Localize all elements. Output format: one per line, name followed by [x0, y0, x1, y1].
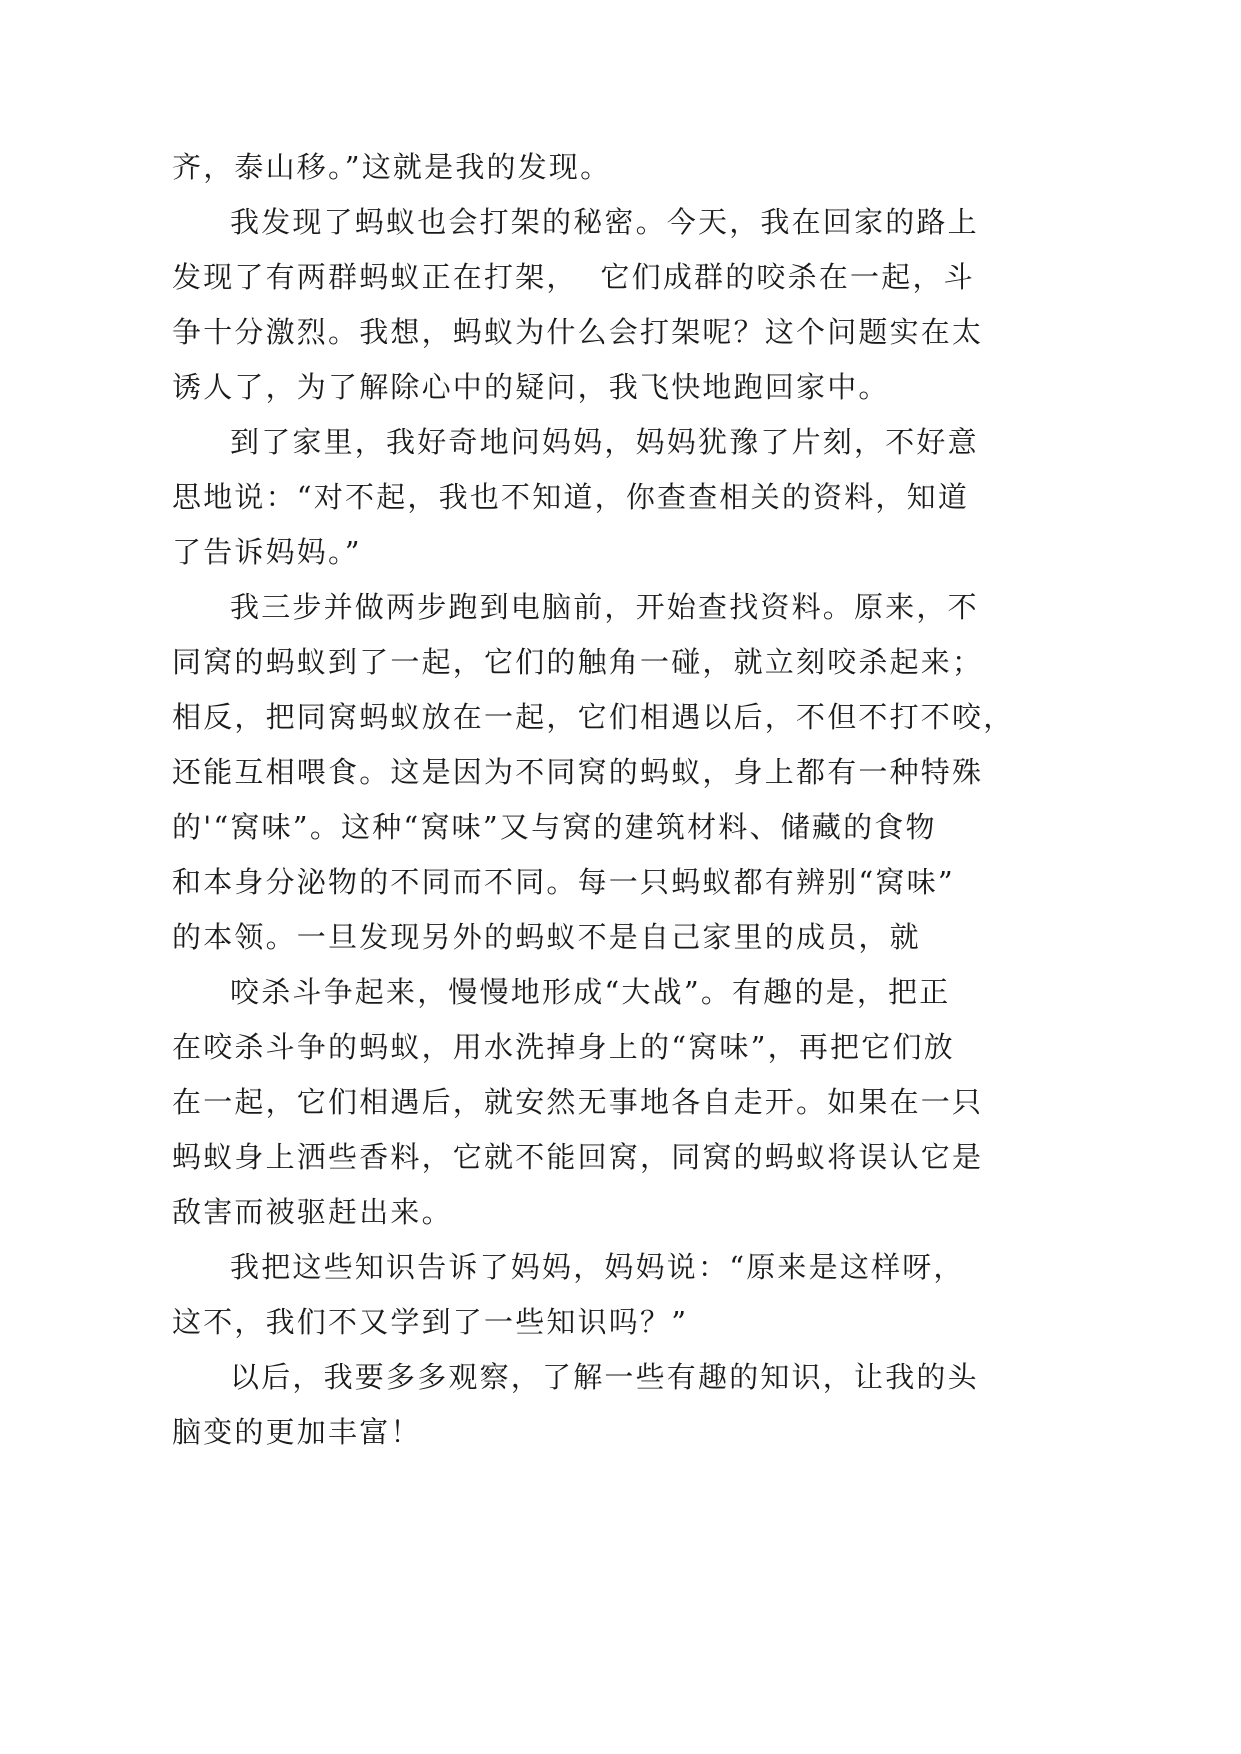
text-line: 我三步并做两步跑到电脑前，开始查找资料。原来，不 [230, 590, 979, 624]
text-line: 在一起，它们相遇后，就安然无事地各自走开。如果在一只 [172, 1085, 984, 1119]
text-line: 的本领。一旦发现另外的蚂蚁不是自己家里的成员，就 [172, 920, 921, 954]
text-line: 同窝的蚂蚁到了一起，它们的触角一碰，就立刻咬杀起来； [172, 645, 984, 679]
text-line: 这不，我们不又学到了一些知识吗？” [172, 1305, 689, 1339]
text-line: 还能互相喂食。这是因为不同窝的蚂蚁，身上都有一种特殊 [172, 755, 984, 789]
text-line: 到了家里，我好奇地问妈妈，妈妈犹豫了片刻，不好意 [230, 425, 979, 459]
text-line: 脑变的更加丰富！ [172, 1415, 422, 1449]
text-line: 在咬杀斗争的蚂蚁，用水洗掉身上的“窝味”，再把它们放 [172, 1030, 955, 1064]
essay-body [172, 140, 1015, 1460]
text-line: 的'“窝味”。这种“窝味”又与窝的建筑材料、储藏的食物 [172, 810, 937, 844]
text-line: 发现了有两群蚂蚁正在打架， 它们成群的咬杀在一起，斗 [172, 260, 975, 294]
text-line: 我把这些知识告诉了妈妈，妈妈说：“原来是这样呀， [230, 1250, 965, 1284]
text-line: 和本身分泌物的不同而不同。每一只蚂蚁都有辨别“窝味” [172, 865, 955, 899]
text-line: 蚂蚁身上洒些香料，它就不能回窝，同窝的蚂蚁将误认它是 [172, 1140, 984, 1174]
text-line: 思地说：“对不起，我也不知道，你查查相关的资料，知道 [172, 480, 970, 514]
text-line: 争十分激烈。我想，蚂蚁为什么会打架呢？这个问题实在太 [172, 315, 984, 349]
text-line: 敌害而被驱赶出来。 [172, 1195, 453, 1229]
text-line: 诱人了，为了解除心中的疑问，我飞快地跑回家中。 [172, 370, 890, 404]
text-line: 齐，泰山移。”这就是我的发现。 [172, 150, 612, 184]
text-line: 以后，我要多多观察，了解一些有趣的知识，让我的头 [230, 1360, 979, 1394]
text-line: 了告诉妈妈。” [172, 535, 362, 569]
text-line: 咬杀斗争起来，慢慢地形成“大战”。有趣的是，把正 [230, 975, 951, 1009]
text-line: 我发现了蚂蚁也会打架的秘密。今天，我在回家的路上 [230, 205, 979, 239]
text-line: 相反，把同窝蚂蚁放在一起，它们相遇以后，不但不打不咬， [172, 700, 1015, 734]
